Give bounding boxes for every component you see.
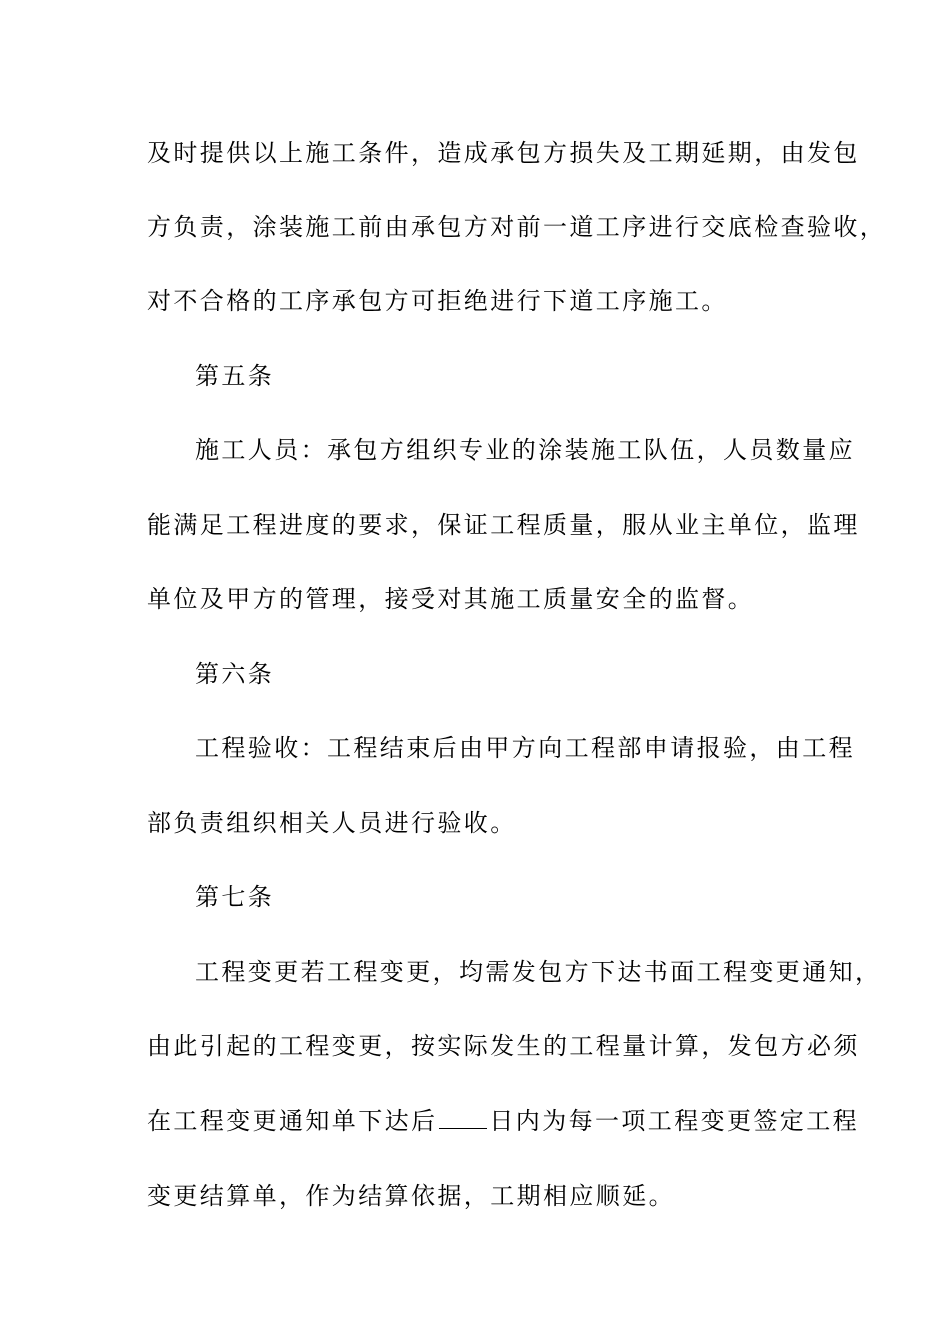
paragraph-line: 工程变更若工程变更，均需发包方下达书面工程变更通知， [195,958,882,986]
paragraph-text: 在工程变更通知单下达后 [147,1107,438,1135]
paragraph-line: 能满足工程进度的要求，保证工程质量，服从业主单位，监理 [147,511,860,539]
article-6-heading: 第六条 [195,660,275,688]
paragraph-line-with-blank [147,1105,860,1137]
paragraph-line: 由此引起的工程变更，按实际发生的工程量计算，发包方必须 [147,1032,860,1060]
paragraph-line: 方负责，涂装施工前由承包方对前一道工序进行交底检查验收， [147,213,887,241]
fill-in-blank [439,1106,487,1129]
paragraph-line: 变更结算单，作为结算依据，工期相应顺延。 [147,1182,675,1210]
article-5-heading: 第五条 [195,362,275,390]
paragraph-line: 部负责组织相关人员进行验收。 [147,809,517,837]
paragraph-line: 及时提供以上施工条件，造成承包方损失及工期延期，由发包 [147,139,860,167]
paragraph-line: 工程验收：工程结束后由甲方向工程部申请报验，由工程 [195,734,855,762]
paragraph-line: 施工人员：承包方组织专业的涂装施工队伍，人员数量应 [195,436,855,464]
article-7-heading: 第七条 [195,883,275,911]
paragraph-line: 对不合格的工序承包方可拒绝进行下道工序施工。 [147,287,728,315]
paragraph-text: 日内为每一项工程变更签定工程 [489,1107,860,1135]
paragraph-line: 单位及甲方的管理，接受对其施工质量安全的监督。 [147,585,755,613]
